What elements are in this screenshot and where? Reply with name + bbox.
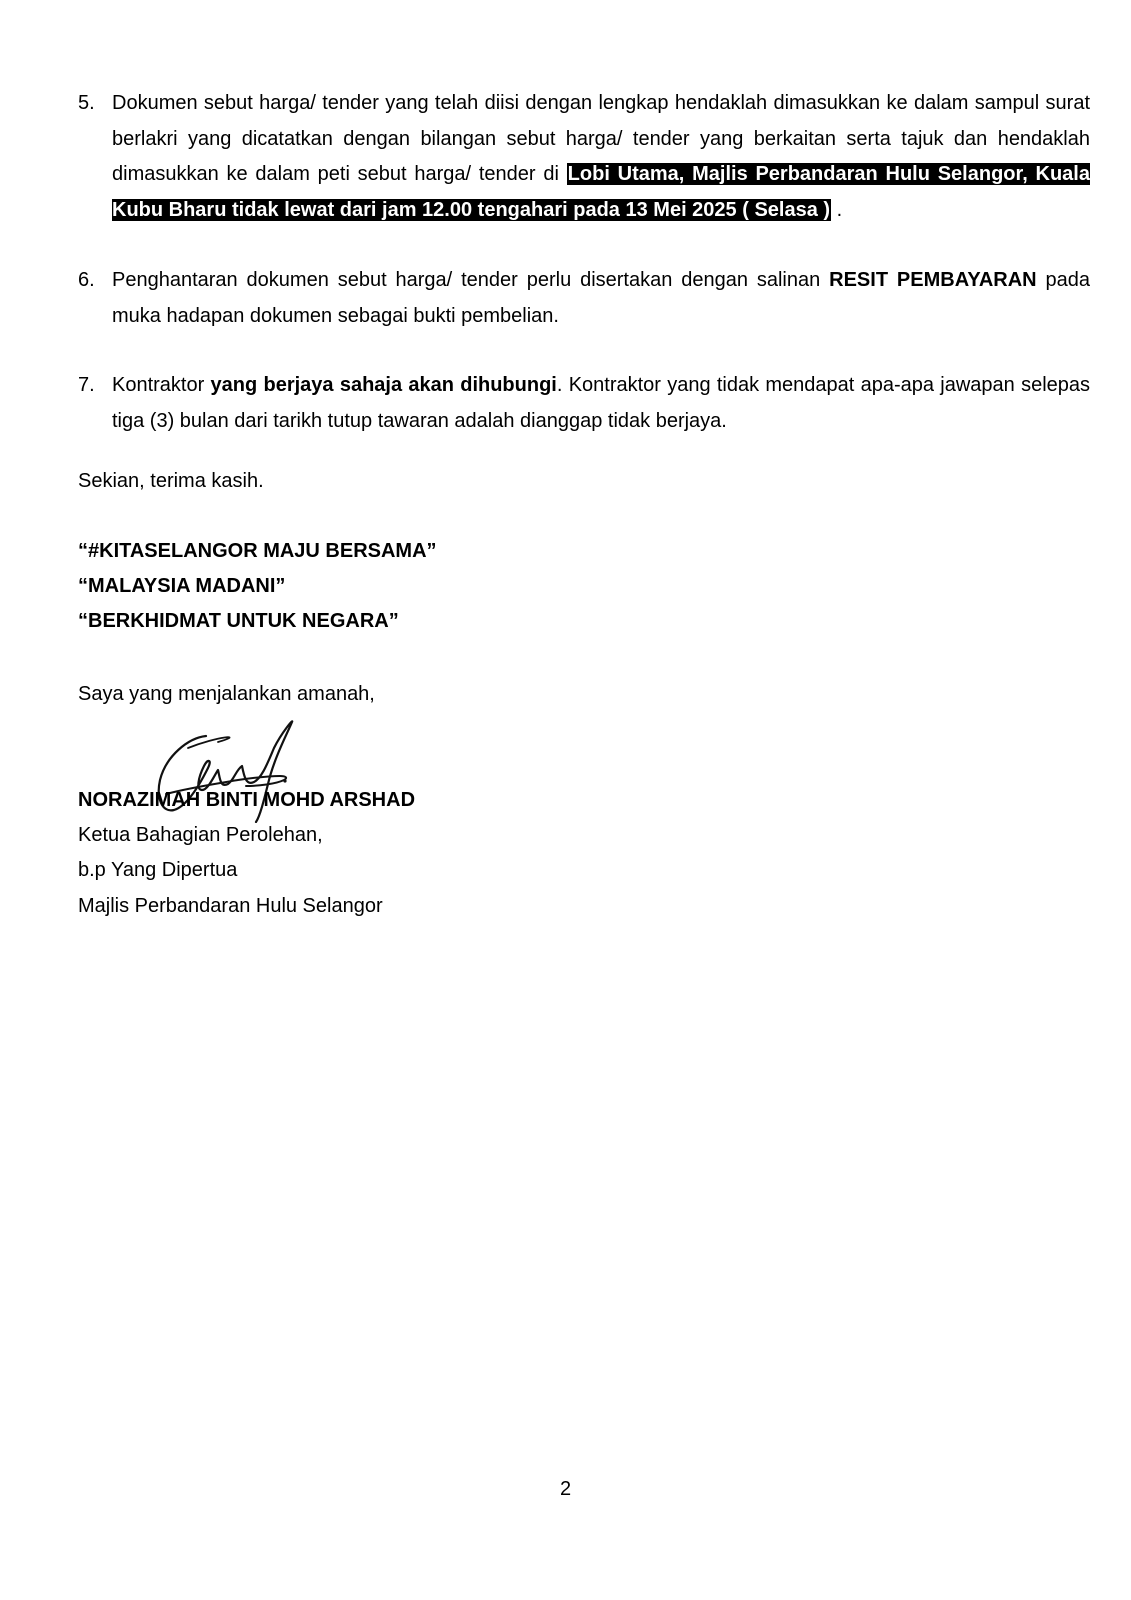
clause-5 — [78, 86, 1090, 228]
signatory-title: Ketua Bahagian Perolehan, — [78, 824, 323, 846]
page-number: 2 — [559, 1478, 572, 1500]
closing-line: Sekian, terima kasih. — [78, 470, 264, 492]
clause-6 — [78, 263, 1090, 334]
clause-number: 6. — [78, 269, 95, 291]
clause-text — [112, 368, 1090, 439]
signatory-on-behalf: b.p Yang Dipertua — [78, 859, 238, 881]
signatory-organization: Majlis Perbandaran Hulu Selangor — [78, 895, 383, 917]
motto-line: “MALAYSIA MADANI” — [78, 575, 286, 597]
motto-line: “#KITASELANGOR MAJU BERSAMA” — [78, 540, 437, 562]
clause-text-part: . — [831, 198, 843, 221]
clause-text-part: . Kontraktor yang tidak mendapat apa-apa jawapan selepas tiga (3) bulan dari tarikh tutup tawaran adalah dianggap tidak berjaya. — [112, 374, 1091, 432]
clause-text-part: pada muka hadapan dokumen sebagai bukti pembelian. — [112, 269, 1090, 327]
clause-number: 5. — [78, 92, 95, 114]
clause-number: 7. — [78, 374, 95, 396]
bold-phrase: yang berjaya sahaja akan dihubungi — [210, 374, 557, 396]
clause-7 — [78, 368, 1090, 439]
motto-line: “BERKHIDMAT UNTUK NEGARA” — [78, 610, 399, 632]
bold-phrase: RESIT PEMBAYARAN — [829, 269, 1037, 291]
trust-line: Saya yang menjalankan amanah, — [78, 683, 375, 705]
clause-text — [112, 263, 1090, 334]
clause-text — [112, 86, 1090, 228]
signatory-name: NORAZIMAH BINTI MOHD ARSHAD — [78, 789, 416, 811]
highlighted-location-deadline: Lobi Utama, Majlis Perbandaran Hulu Selangor, Kuala Kubu Bharu tidak lewat dari jam 12.00 tengahari pada 13 Mei 2025 ( Selasa ) — [112, 163, 1090, 221]
clause-text-part: Penghantaran dokumen sebut harga/ tender perlu disertakan dengan salinan — [112, 269, 830, 291]
clause-text-part: Kontraktor — [112, 374, 211, 396]
clause-text-part: Dokumen sebut harga/ tender yang telah diisi dengan lengkap hendaklah dimasukkan ke dalam sampul surat berlakri yang dicatatkan dengan bilangan sebut harga/ tender yang berkaitan serta tajuk dan hendaklah dimasukkan ke dalam peti sebut harga/ tender di — [112, 92, 1090, 185]
